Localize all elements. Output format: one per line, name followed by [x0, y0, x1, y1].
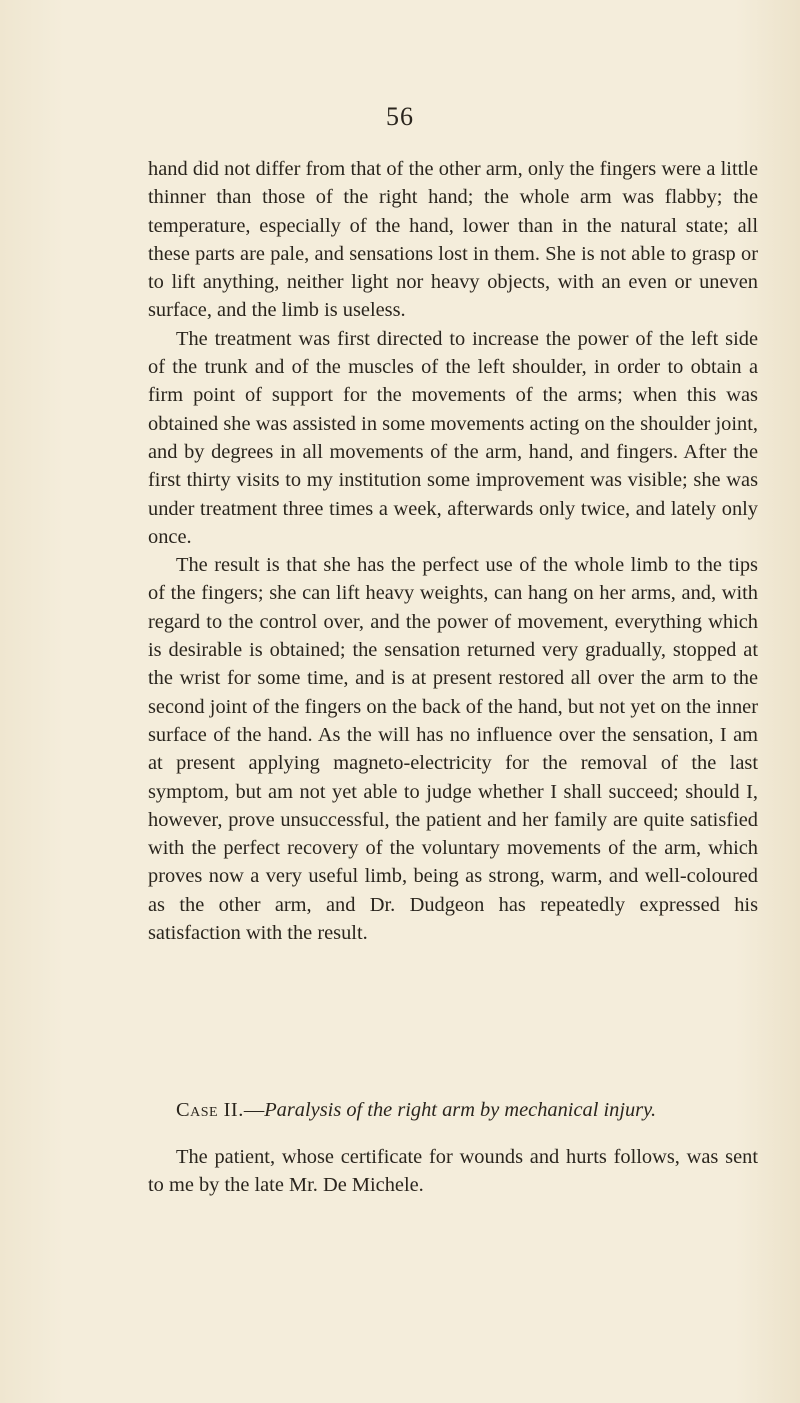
body-text: [148, 155, 758, 947]
paragraph-treatment: The treatment was first directed to increase the power of the left side of the trunk and of the muscles of the left shoulder, in order to obtain a firm point of support for the movements of the arms; when this was obtained she was assisted in some movements acting on the shoulder joint, and by degrees in all movements of the arm, hand, and fingers. After the first thirty visits to my institution some improvement was visible; she was under treatment three times a week, afterwards only twice, and lately only once.: [148, 327, 758, 548]
page-number: 56: [386, 102, 414, 131]
paragraph-continuation: hand did not differ from that of the other arm, only the fingers were a little thinner than those of the right hand; the whole arm was flabby; the temperature, especially of the hand, lower than in the natural state; all these parts are pale, and sensations lost in them. She is not able to grasp or to lift anything, neither light nor heavy objects, with an even or uneven surface, and the limb is useless.: [148, 158, 758, 322]
paragraph-patient-referral: The patient, whose certificate for wounds and hurts follows, was sent to me by the late Mr. De Michele.: [148, 1146, 758, 1197]
closing-text: [148, 1143, 758, 1200]
case-title: Paralysis of the right arm by mechanical injury.: [264, 1099, 657, 1121]
paragraph-result: The result is that she has the perfect use of the whole limb to the tips of the fingers; she can lift heavy weights, can hang on her arms, and, with regard to the control over, and the power of movement, everything which is desirable is obtained; the sensation returned very gradually, stopped at the wrist for some time, and is at present restored all over the arm to the second joint of the fingers on the back of the hand, but not yet on the inner surface of the hand. As the will has no influence over the sensation, I am at present applying magneto-electricity for the removal of the last symptom, but am not yet able to judge whether I shall succeed; should I, however, prove unsuccessful, the patient and her family are quite satisfied with the perfect recovery of the voluntary movements of the arm, which proves now a very useful limb, being as strong, warm, and well-coloured as the other arm, and Dr. Dudgeon has repeatedly expressed his satisfaction with the result.: [148, 554, 758, 945]
case-dash: —: [243, 1099, 265, 1121]
case-heading: [176, 1096, 758, 1124]
case-label: Case II.: [176, 1099, 244, 1121]
